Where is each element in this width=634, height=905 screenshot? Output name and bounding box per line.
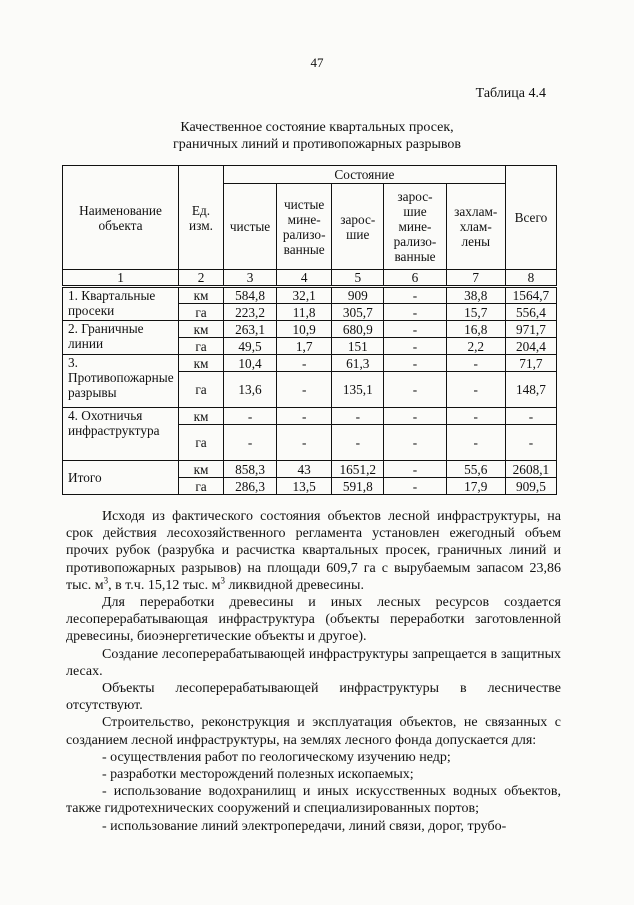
table-cell: га [179,478,224,495]
table-caption [0,119,634,153]
table-cell: 135,1 [332,372,384,408]
table-cell: 223,2 [223,304,276,321]
table-cell: - [446,408,505,425]
table-cell: 49,5 [223,338,276,355]
col-number: 2 [179,270,224,287]
table-cell: - [332,408,384,425]
table-cell: 909,5 [505,478,556,495]
header-clean: чистые [223,184,276,270]
col-number: 5 [332,270,384,287]
table-cell: га [179,425,224,461]
table-cell: км [179,461,224,478]
table-cell: - [277,372,332,408]
caption-line-1: Качественное состояние квартальных просек, [180,120,454,135]
table-cell: 2,2 [446,338,505,355]
table-cell: 1564,7 [505,287,556,304]
table-cell: 2608,1 [505,461,556,478]
header-overgrown: зарос- шие [332,184,384,270]
row-name: 3. Противопожарные разрывы [63,355,179,408]
header-total: Всего [505,166,556,270]
table-cell: - [384,372,446,408]
paragraph-5: Строительство, реконструкция и эксплуатация объектов, не связанных с созданием лесной инфраструктуры, на землях лесного фонда допускается для: [66,715,561,748]
table-cell: 10,4 [223,355,276,372]
superscript: 3 [103,575,109,586]
row-name: 4. Охотничья инфраструктура [63,408,179,461]
table-cell: 10,9 [277,321,332,338]
header-cluttered: захлам- хлам- лены [446,184,505,270]
table-cell: 204,4 [505,338,556,355]
table-cell: - [277,425,332,461]
table-cell: - [505,408,556,425]
table-cell: 38,8 [446,287,505,304]
superscript: 3 [220,575,225,586]
bullet-2: - разработки месторождений полезных ископаемых; [102,767,414,783]
table-cell: 11,8 [277,304,332,321]
table-cell: 909 [332,287,384,304]
table-cell: - [446,355,505,372]
table-cell: 15,7 [446,304,505,321]
table-cell: 858,3 [223,461,276,478]
body-text [66,508,561,835]
row-name: 2. Граничные линии [63,321,179,355]
header-unit: Ед. изм. [179,166,224,270]
table-cell: - [384,338,446,355]
paragraph-3: Создание лесоперерабатывающей инфраструктуры запрещается в защитных лесах. [66,646,561,679]
table-cell: 32,1 [277,287,332,304]
infrastructure-table [62,165,557,495]
table-cell: - [384,478,446,495]
table-cell: км [179,321,224,338]
table-cell: 305,7 [332,304,384,321]
table-cell: - [277,408,332,425]
table-cell: - [384,321,446,338]
paragraph-1 [66,508,561,594]
header-name: Наименование объекта [63,166,179,270]
table-cell: 584,8 [223,287,276,304]
table-cell: 1,7 [277,338,332,355]
bullet-3: - использование водохранилищ и иных искусственных водных объектов, также гидротехнических сооружений и специализированных портов; [66,784,561,817]
table-cell: - [384,304,446,321]
table-cell: 17,9 [446,478,505,495]
table-cell: - [332,425,384,461]
table-cell: 286,3 [223,478,276,495]
paragraph-4: Объекты лесоперерабатывающей инфраструктуры в лесничестве отсутствуют. [66,681,561,714]
table-cell: 263,1 [223,321,276,338]
table-cell: 151 [332,338,384,355]
paragraph-1-end: ликвидной древесины. [224,577,364,593]
table-cell: - [384,408,446,425]
table-cell: га [179,372,224,408]
table-cell: - [384,355,446,372]
table-label: Таблица 4.4 [475,86,546,101]
bullet-1: - осуществления работ по геологическому изучению недр; [102,749,451,765]
row-name: 1. Квартальные просеки [63,287,179,321]
table-cell: га [179,338,224,355]
table-cell: 1651,2 [332,461,384,478]
table-cell: - [223,425,276,461]
table-cell: 13,5 [277,478,332,495]
table-cell: км [179,287,224,304]
table-cell: га [179,304,224,321]
table-cell: 71,7 [505,355,556,372]
table-cell: - [446,425,505,461]
table-cell: 43 [277,461,332,478]
table-cell: 16,8 [446,321,505,338]
table-cell: 556,4 [505,304,556,321]
paragraph-1-mid: , в т.ч. 15,12 тыс. м [108,577,221,593]
col-number: 7 [446,270,505,287]
table-cell: - [384,425,446,461]
page-number: 47 [310,55,324,70]
col-number: 6 [384,270,446,287]
col-number: 4 [277,270,332,287]
header-overgrown-mineralized: зарос- шие мине- рализо- ванные [384,184,446,270]
paragraph-2: Для переработки древесины и иных лесных ресурсов создается лесоперерабатывающая инфраструктура (объекты переработки заготовленной древесины, биоэнергетические объекты и другое). [66,595,561,645]
table-cell: 148,7 [505,372,556,408]
table-cell: - [505,425,556,461]
caption-line-2: граничных линий и противопожарных разрывов [173,137,461,152]
paragraph-1-text: Исходя из фактического состояния объектов лесной инфраструктуры, на срок действия лесохозяйственного регламента установлен ежегодный объем прочих рубок (разрубка и расчистка квартальных просек, граничных линий и противопожарных разрывов) на площади 609,7 га с вырубаемым запасом 23,86 тыс. м [66,509,561,593]
table-cell: 591,8 [332,478,384,495]
col-number: 3 [223,270,276,287]
table-cell: км [179,408,224,425]
table-cell: - [277,355,332,372]
col-number: 8 [505,270,556,287]
table-cell: 61,3 [332,355,384,372]
table-cell: - [384,287,446,304]
table-cell: км [179,355,224,372]
table-cell: - [384,461,446,478]
table-cell: 680,9 [332,321,384,338]
header-clean-mineralized: чистые мине- рализо- ванные [277,184,332,270]
table-cell: 13,6 [223,372,276,408]
table-cell: - [223,408,276,425]
col-number: 1 [63,270,179,287]
table-cell: 971,7 [505,321,556,338]
row-name-total: Итого [63,461,179,495]
table-cell: 55,6 [446,461,505,478]
bullet-4: - использование линий электропередачи, линий связи, дорог, трубо- [102,818,507,834]
header-state: Состояние [223,166,505,184]
table-cell: - [446,372,505,408]
